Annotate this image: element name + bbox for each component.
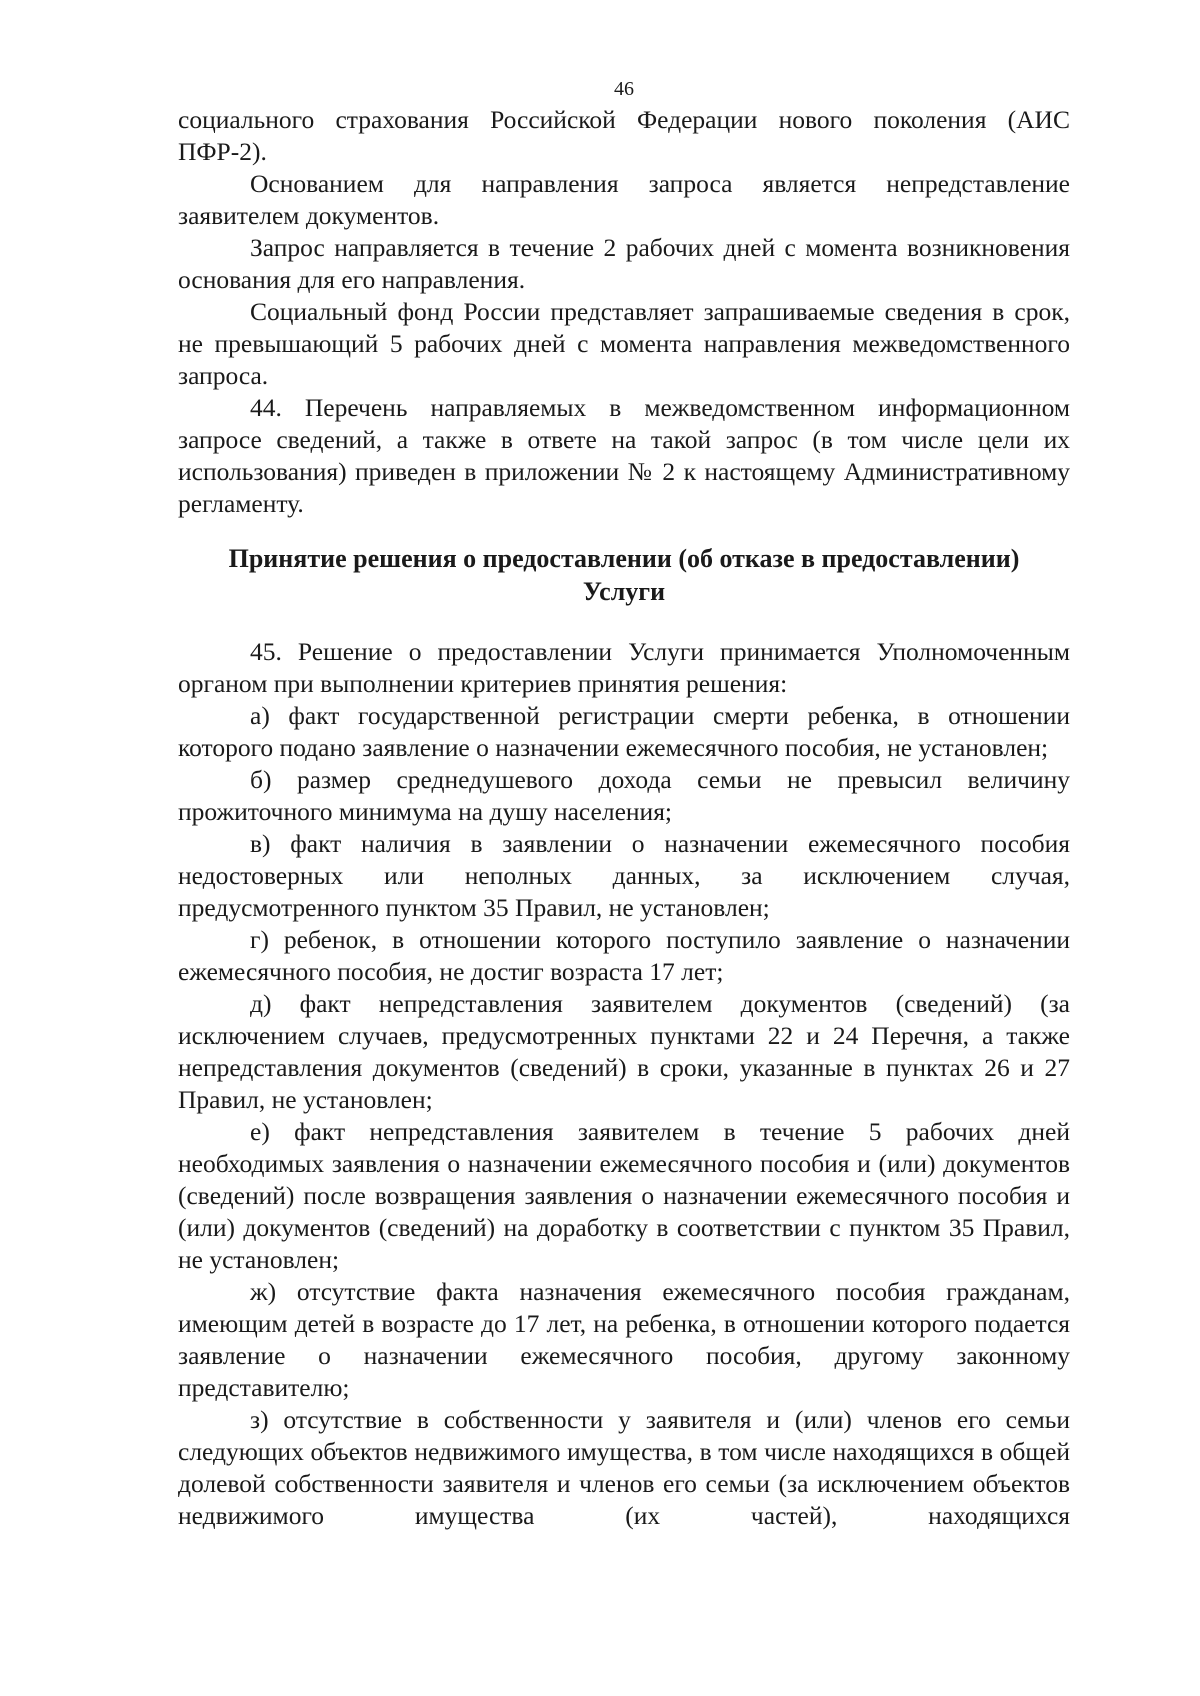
- criterion-g: г) ребенок, в отношении которого поступило заявление о назначении ежемесячного пособия, не достиг возраста 17 лет;: [178, 925, 1070, 986]
- section-heading: [178, 542, 1070, 608]
- paragraph-request-timing: Запрос направляется в течение 2 рабочих дней с момента возникновения основания для его направления.: [178, 233, 1070, 294]
- paragraph-45: 45. Решение о предоставлении Услуги принимается Уполномоченным органом при выполнении критериев принятия решения:: [178, 637, 1070, 698]
- criterion-e: е) факт непредставления заявителем в течение 5 рабочих дней необходимых заявления о назначении ежемесячного пособия и (или) документов (сведений) после возвращения заявления о назначении ежемесячного пособия и (или) документов (сведений) на доработку в соответствии с пунктом 35 Правил, не установлен;: [178, 1117, 1070, 1274]
- page-number: 46: [614, 78, 634, 100]
- paragraph-continuation: социального страхования Российской Федерации нового поколения (АИС ПФР-2).: [178, 105, 1070, 166]
- criterion-zh: ж) отсутствие факта назначения ежемесячного пособия гражданам, имеющим детей в возрасте до 17 лет, на ребенка, в отношении которого подается заявление о назначении ежемесячного пособия, другому законному представителю;: [178, 1277, 1070, 1402]
- section-heading-line-1: Принятие решения о предоставлении (об отказе в предоставлении): [228, 544, 1020, 573]
- criterion-z: з) отсутствие в собственности у заявителя и (или) членов его семьи следующих объектов недвижимого имущества, в том числе находящихся в общей долевой собственности заявителя и членов его семьи (за исключением объектов недвижимого имущества (их частей), находящихся: [178, 1405, 1070, 1530]
- paragraph-request-basis: Основанием для направления запроса является непредставление заявителем документов.: [178, 169, 1070, 230]
- paragraph-44: 44. Перечень направляемых в межведомственном информационном запросе сведений, а также в ответе на такой запрос (в том числе цели их использования) приведен в приложении № 2 к настоящему Административному регламенту.: [178, 393, 1070, 518]
- page-content: [178, 78, 1070, 1532]
- criterion-a: а) факт государственной регистрации смерти ребенка, в отношении которого подано заявление о назначении ежемесячного пособия, не установлен;: [178, 701, 1070, 762]
- section-heading-line-2: Услуги: [582, 577, 666, 606]
- criterion-v: в) факт наличия в заявлении о назначении ежемесячного пособия недостоверных или неполных данных, за исключением случая, предусмотренного пунктом 35 Правил, не установлен;: [178, 829, 1070, 922]
- paragraph-social-fund-response: Социальный фонд России представляет запрашиваемые сведения в срок, не превышающий 5 рабочих дней с момента направления межведомственного запроса.: [178, 297, 1070, 390]
- criterion-d: д) факт непредставления заявителем документов (сведений) (за исключением случаев, предусмотренных пунктами 22 и 24 Перечня, а также непредставления документов (сведений) в сроки, указанные в пунктах 26 и 27 Правил, не установлен;: [178, 989, 1070, 1114]
- criterion-b: б) размер среднедушевого дохода семьи не превысил величину прожиточного минимума на душу населения;: [178, 765, 1070, 826]
